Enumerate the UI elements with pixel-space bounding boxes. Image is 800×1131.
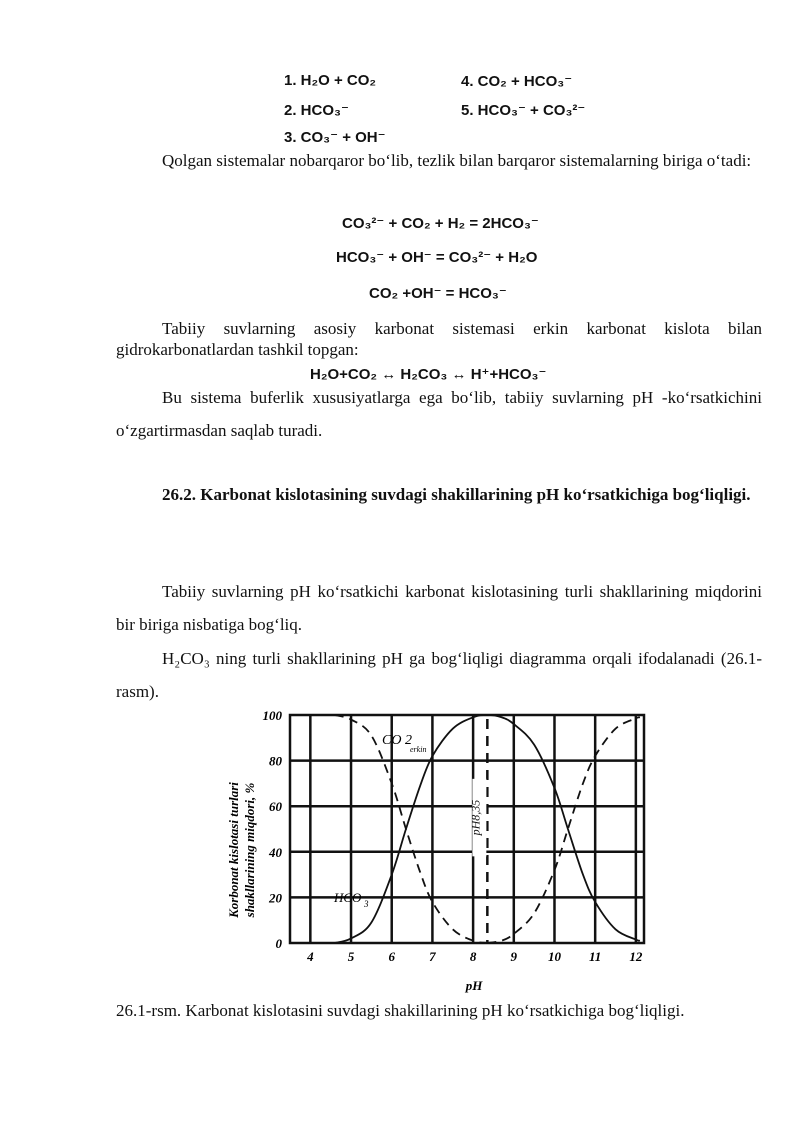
section-heading: 26.2. Karbonat kislotasining suvdagi shakillarining pH ko‘rsatkichiga bog‘liqligi.	[162, 485, 751, 504]
reaction-4: 4. CO₂ + HCO₃⁻	[461, 73, 573, 90]
reaction-2: 2. HCO₃⁻	[284, 102, 349, 119]
y-axis-title-line1: Korbonat kislotasi turlari	[226, 782, 241, 918]
paragraph-unstable-systems: Qolgan sistemalar nobarqaror bo‘lib, tezlik bilan barqaror sistemalarning biriga o‘tadi:	[162, 151, 752, 170]
equation-3: CO₂ +OH⁻ = HCO₃⁻	[369, 285, 507, 302]
reaction-1: 1. H₂O + CO₂	[284, 72, 377, 89]
y-tick-label: 40	[269, 844, 282, 860]
x-tick-label: 9	[510, 949, 518, 964]
x-tick-label: 5	[347, 949, 355, 964]
equation-1: CO₃²⁻ + CO₂ + H₂ = 2HCO₃⁻	[342, 215, 539, 232]
x-tick-label: 8	[469, 949, 477, 964]
x-tick-label: 12	[629, 949, 643, 964]
paragraph-buffer: Bu sistema buferlik xususiyatlarga ega bo‘lib, tabiiy suvlarning pH -ko‘rsatkichini o‘zgartirmasdan saqlab turadi.	[116, 388, 762, 440]
co2-label: CO 2	[382, 733, 412, 748]
y-axis-title-line2: shakllarining miqdori, %	[242, 782, 257, 918]
x-tick-label: 6	[388, 949, 395, 964]
y-tick-label: 100	[262, 708, 282, 723]
series-line-2	[487, 717, 640, 943]
equation-equilibrium: H₂O+CO₂ ↔ H₂CO₃ ↔ H⁺+HCO₃⁻	[310, 366, 547, 383]
paragraph-carbonate-system: Tabiiy suvlarning asosiy karbonat sistemasi erkin karbonat kislota bilan gidrokarbonatlardan tashkil topgan:	[116, 319, 762, 359]
carbonate-species-chart	[220, 700, 670, 1000]
x-tick-label: 4	[307, 949, 314, 964]
chart-labels	[263, 708, 643, 964]
plot-frame	[290, 715, 644, 943]
chart-grid	[290, 715, 644, 943]
hco3-label: HCO	[334, 890, 362, 905]
y-tick-label: 20	[269, 890, 282, 906]
vline-label: pH8,35	[468, 799, 483, 836]
hco3-subscript: 3	[364, 899, 369, 909]
y-tick-label: 60	[269, 799, 282, 815]
y-tick-label: 0	[275, 936, 282, 951]
equation-2: HCO₃⁻ + OH⁻ = CO₃²⁻ + H₂O	[336, 249, 538, 266]
co2-subscript: erkin	[410, 745, 427, 754]
x-tick-label: 11	[589, 949, 602, 964]
co2-annotation	[382, 733, 426, 754]
y-tick-label: 80	[269, 753, 282, 769]
x-tick-label: 7	[429, 949, 436, 964]
reaction-3: 3. CO₃⁻ + OH⁻	[284, 129, 386, 146]
x-tick-label: 10	[547, 949, 561, 964]
figure-caption: 26.1-rsm. Karbonat kislotasini suvdagi shakillarining pH ko‘rsatkichiga bog‘liqligi.	[116, 1001, 685, 1020]
x-axis-title: pH	[465, 978, 483, 993]
reaction-5: 5. HCO₃⁻ + CO₃²⁻	[461, 102, 586, 119]
paragraph-diagram-intro: H₂CO₃ ning turli shakllarining pH ga bog‘liqligi diagramma orqali ifodalanadi (26.1-rasm).	[116, 649, 762, 701]
paragraph-ph-dependence: Tabiiy suvlarning pH ko‘rsatkichi karbonat kislotasining turli shakllarining miqdorini bir biriga nisbatiga bog‘liq.	[116, 582, 762, 634]
